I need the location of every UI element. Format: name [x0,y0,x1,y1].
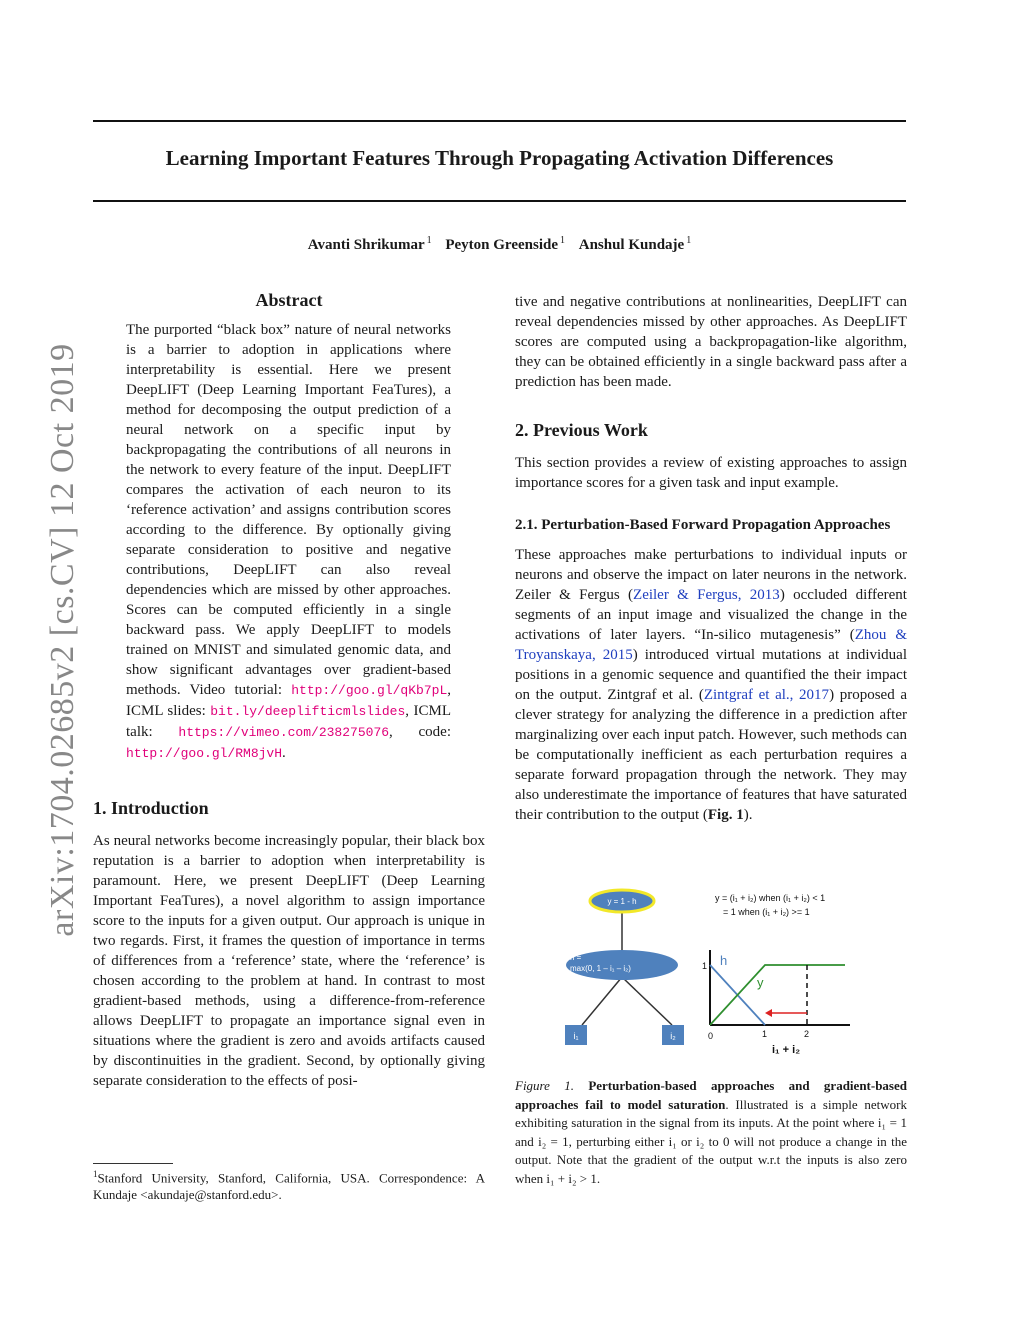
author: Avanti Shrikumar $^1$ [307,235,432,253]
input-node-label: i₁ [573,1031,579,1041]
abstract-text: The purported “black box” nature of neural networks is a barrier to adoption in applications where interpretability is essential. Here we present DeepLIFT (Deep Learning Important FeaTures), a method for decomposing the output prediction of a neural network on a specific input by backpropagating the contributions of all neurons in the network to every feature of the input. DeepLIFT compares the activation of each neuron to its ‘reference activation’ and assigns contribution scores according to the difference. By optionally giving separate consideration to positive and negative contributions, DeepLIFT can also reveal dependencies which are missed by other approaches. Scores can be computed efficiently in a single backward pass. We apply DeepLIFT to models trained on MNIST and simulated genomic data, and show significant advantages over gradient-based methods. Video tutorial: http://goo.gl/qKb7pL, ICML slides: bit.ly/deeplifticmlslides, ICML talk: https://vimeo.com/238275076, code: http://goo.gl/RM8jvH. [126,322,452,761]
previous-work-text: This section provides a review of existing approaches to assign importance scores for a given task and input example. [515,455,907,491]
edge [622,977,672,1025]
arrow-head [765,1009,772,1017]
author: Anshul Kundaje $^1$ [578,235,692,253]
subsection-text: These approaches make perturbations to individual inputs or neurons and observe the impact on later neurons in the network. Zeiler & Fergus (Zeiler & Fergus, 2013) occluded different segments of an input image and visualized the change in the activations of later layers. “In-silico mutagenesis” (Zhou & Troyanskaya, 2015) introduced virtual mutations at individual positions in a genomic sequence and quantified the their impact on the output. Zintgraf et al. (Zintgraf et al., 2017) proposed a clever strategy for analyzing the difference in a prediction after marginalizing over each input patch. However, such methods can be computationally inefficient as each perturbation requires a separate forward propagation through the network. They may also underestimate the importance of features that have saturated their contribution to the output (Fig. 1). [515,547,907,823]
right-column [515,292,907,825]
slides-link[interactable]: bit.ly/deeplifticmlslides [210,704,406,719]
footnote: $^1$Stanford University, Stanford, California, USA. Correspondence: A Kundaje <akundaje@stanford.edu>. [93,1169,485,1203]
equation-line: y = (i₁ + i₂) when (i₁ + i₂) < 1 [715,893,826,903]
citation-link[interactable]: Zintgraf et al., 2017 [703,687,830,703]
tick-label: 2 [804,1029,810,1039]
tick-label: 1 [762,1029,768,1039]
video-link[interactable]: http://goo.gl/qKb7pL [291,683,448,698]
title-top-rule [93,120,906,122]
figure-reference[interactable]: Fig. 1 [707,807,744,823]
equation-line: = 1 when (i₁ + i₂) >= 1 [723,907,810,917]
author-list [93,235,906,254]
intro-continuation: tive and negative contributions at nonlinearities, DeepLIFT can reveal dependencies missed by other approaches. As DeepLIFT scores are computed using a backpropagation-like algorithm, they can be obtained efficiently in a single backward pass after a prediction has been made. [515,294,907,390]
introduction-text: As neural networks become increasingly popular, their black box reputation is a barrier to adoption when interpretability is paramount. Here, we present DeepLIFT (Deep Learning Important FeaTures), a novel algorithm to assign importance score to the inputs for a given output. Our approach is unique in two regards. First, it frames the question of importance in terms of differences from a ‘reference’ state, where the ‘reference’ is chosen according to the problem at hand. In contrast to most gradient-based methods, using a difference-from-reference allows DeepLIFT to propagate an importance signal even in situations where the gradient is zero and avoids artifacts caused by discontinuities in the gradient. Second, by optionally giving separate consideration to the effects of posi- [93,833,485,1089]
author: Peyton Greenside $^1$ [445,235,565,253]
code-link[interactable]: http://goo.gl/RM8jvH [126,746,283,761]
arxiv-identifier: arXiv:1704.02685v2 [cs.CV] 12 Oct 2019 [44,343,81,937]
subsection-heading: 2.1. Perturbation-Based Forward Propagation Approaches [515,517,891,533]
tick-label: 0 [708,1031,714,1041]
abstract-heading: Abstract [255,290,323,310]
x-axis-label: i₁ + i₂ [772,1044,801,1056]
citation-link[interactable]: Zhou & Troyanskaya, 2015 [515,627,907,663]
input-node-label: i₂ [670,1031,676,1041]
citation-link[interactable]: Zeiler & Fergus, 2013 [633,587,780,603]
title-bottom-rule [93,200,906,202]
footnote-rule [93,1163,173,1164]
hidden-node-label: h = [570,953,582,962]
y-label: y [757,975,764,990]
output-node-label: y = 1 - h [607,897,637,906]
figure-1 [560,885,860,1065]
introduction-heading: 1. Introduction [93,798,209,818]
previous-work-heading: 2. Previous Work [515,420,648,440]
tick-label: 1 [702,961,708,971]
h-label: h [720,953,728,968]
edge [582,977,622,1025]
y-curve [710,965,845,1025]
figure-caption: Figure 1. Perturbation-based approaches and gradient-based approaches fail to model saturation. Illustrated is a simple network exhibiting saturation in the signal from its inputs. At the point where i₁ = 1 and i₂ = 1, perturbing either i₁ or i₂ to 0 will not produce a change in the output. Note that the gradient of the output w.r.t the inputs is also zero when i₁ + i₂ > 1. [515,1078,907,1186]
left-column [93,290,485,1091]
paper-title: Learning Important Features Through Propagating Activation Differences [165,146,834,170]
talk-link[interactable]: https://vimeo.com/238275076 [178,725,390,740]
hidden-node-label: max(0, 1 – i₁ – i₂) [570,964,631,973]
